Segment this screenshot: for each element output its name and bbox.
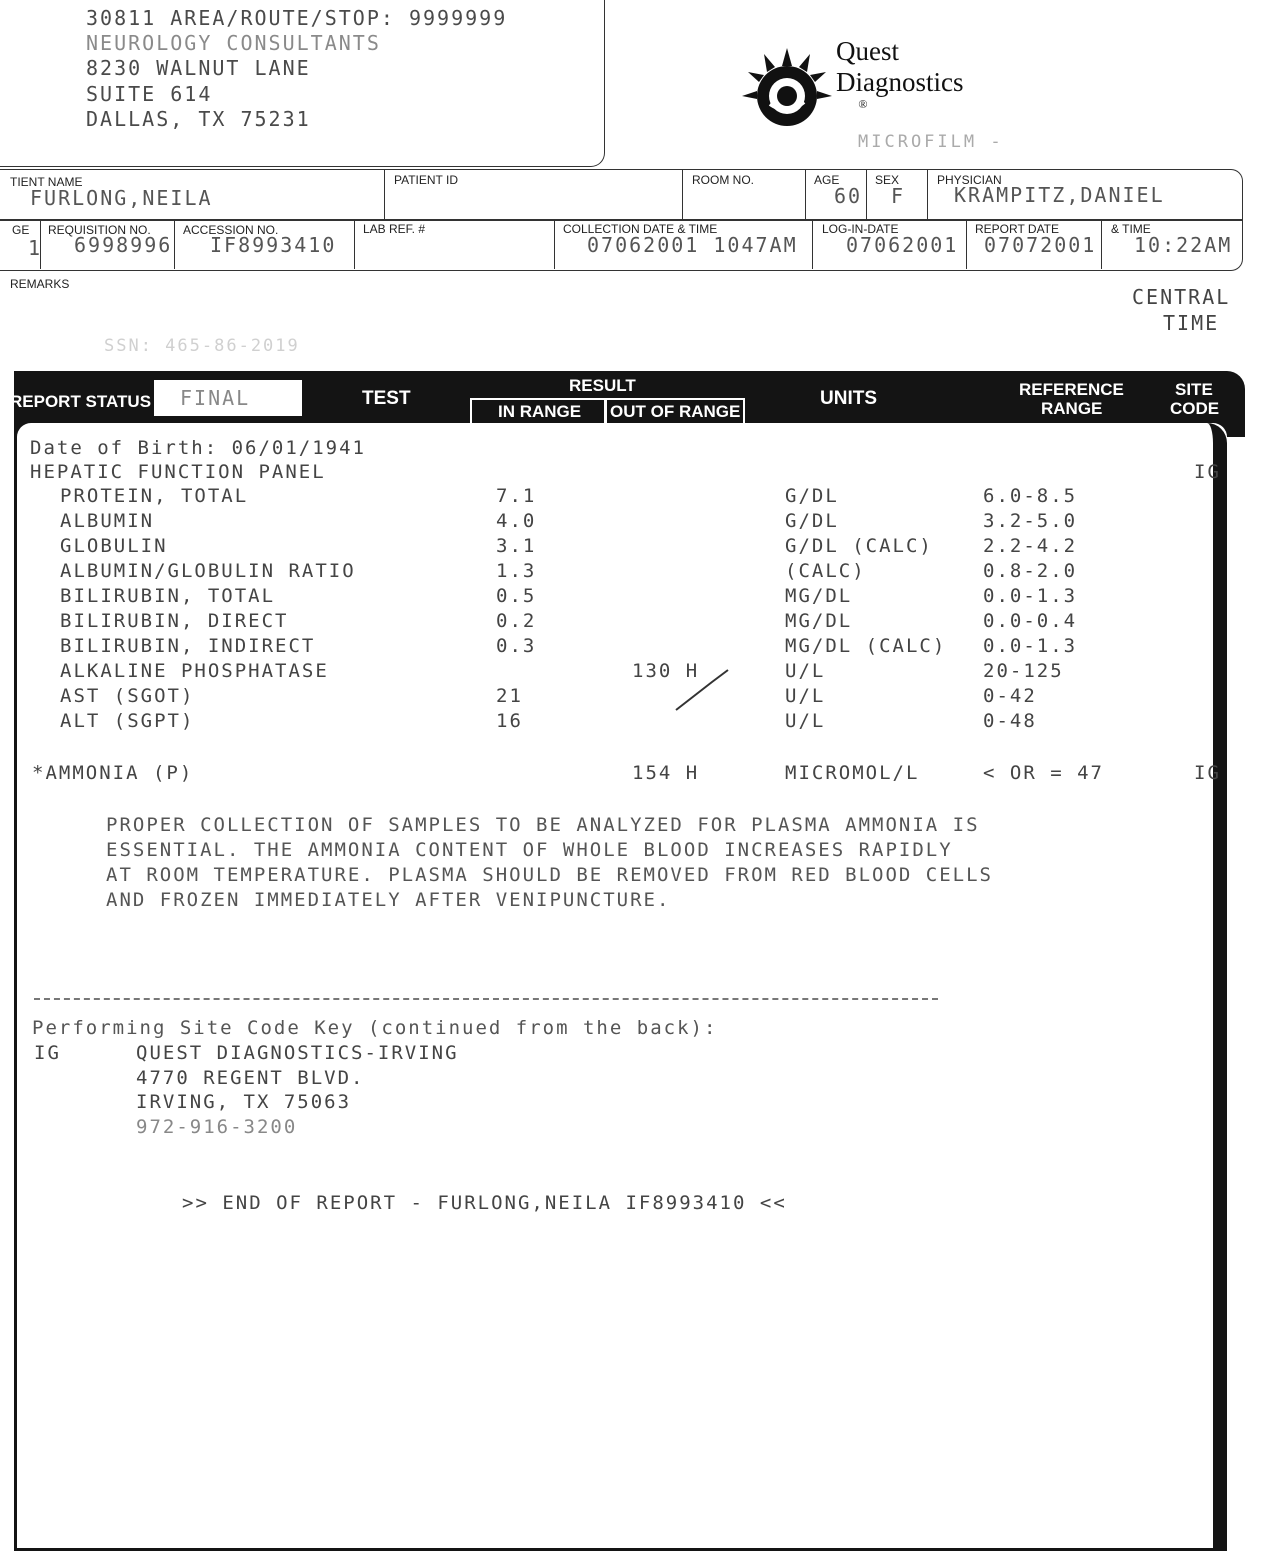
collection-label: COLLECTION DATE & TIME xyxy=(563,222,718,236)
in-range-value: 16 xyxy=(496,710,523,732)
reference-range: 0-42 xyxy=(983,685,1037,707)
units-value: (CALC) xyxy=(785,560,866,582)
ammonia-reference: < OR = 47 xyxy=(983,762,1104,784)
collection-value: 07062001 1047AM xyxy=(587,233,798,257)
site-key-line: QUEST DIAGNOSTICS-IRVING xyxy=(136,1042,459,1064)
units-value: MG/DL (CALC) xyxy=(785,635,947,657)
site-header-line-1: SITE xyxy=(1175,380,1213,399)
test-column-header: TEST xyxy=(362,388,411,409)
units-value: MG/DL xyxy=(785,610,853,632)
time-value: 10:22AM xyxy=(1134,233,1233,257)
reference-range: 0.0-1.3 xyxy=(983,585,1078,607)
in-range-value: 1.3 xyxy=(496,560,537,582)
sender-line: DALLAS, TX 75231 xyxy=(86,107,311,131)
lab-ref-label: LAB REF. # xyxy=(363,222,426,236)
ammonia-site-code: IG xyxy=(1194,762,1221,784)
test-name: BILIRUBIN, INDIRECT xyxy=(60,635,316,657)
test-name: ALBUMIN/GLOBULIN RATIO xyxy=(60,560,356,582)
sender-line: NEUROLOGY CONSULTANTS xyxy=(86,31,381,55)
reference-range: 0.0-0.4 xyxy=(983,610,1078,632)
age-value: 60 xyxy=(834,184,863,208)
test-name: ALKALINE PHOSPHATASE xyxy=(60,660,329,682)
units-value: U/L xyxy=(785,710,826,732)
reference-range: 3.2-5.0 xyxy=(983,510,1078,532)
requisition-label: REQUISITION NO. xyxy=(48,223,151,237)
reference-header-line-2: RANGE xyxy=(1041,399,1103,418)
room-label: ROOM NO. xyxy=(692,173,754,187)
reference-range: 2.2-4.2 xyxy=(983,535,1078,557)
units-value: MG/DL xyxy=(785,585,853,607)
sender-line: 30811 AREA/ROUTE/STOP: 9999999 xyxy=(86,6,508,30)
ammonia-test-name: *AMMONIA (P) xyxy=(32,762,194,784)
date-of-birth: Date of Birth: 06/01/1941 xyxy=(30,437,366,459)
in-range-value: 0.5 xyxy=(496,585,537,607)
site-key-line: 972-916-3200 xyxy=(136,1116,298,1138)
divider xyxy=(805,169,806,219)
divider xyxy=(384,169,385,219)
units-value: G/DL (CALC) xyxy=(785,535,933,557)
in-range-header: IN RANGE xyxy=(498,402,582,421)
reference-range: 0.8-2.0 xyxy=(983,560,1078,582)
reference-header-line-1: REFERENCE xyxy=(1019,380,1124,399)
reference-range: 0.0-1.3 xyxy=(983,635,1078,657)
accession-value: IF8993410 xyxy=(210,233,337,257)
divider xyxy=(927,169,928,219)
quest-logo-text xyxy=(836,36,964,110)
divider xyxy=(554,219,555,269)
divider xyxy=(354,219,355,269)
accession-label: ACCESSION NO. xyxy=(183,223,279,237)
ammonia-out-of-range: 154 H xyxy=(632,762,700,784)
patient-name: FURLONG,NEILA xyxy=(30,186,213,210)
result-column-header: RESULT xyxy=(569,376,636,395)
units-value: G/DL xyxy=(785,485,839,507)
site-header-line-2: CODE xyxy=(1170,399,1220,418)
end-of-report: >> END OF REPORT - FURLONG,NEILA IF8993410 << xyxy=(182,1192,787,1214)
site-key-line: 4770 REGENT BLVD. xyxy=(136,1067,365,1089)
registered-mark: ® xyxy=(858,97,868,111)
reference-range: 20-125 xyxy=(983,660,1064,682)
in-range-value: 7.1 xyxy=(496,485,537,507)
page-value: 1 xyxy=(28,236,43,260)
units-value: U/L xyxy=(785,660,826,682)
remarks-label: REMARKS xyxy=(10,277,70,291)
sex-label: SEX xyxy=(875,173,900,187)
in-range-value: 3.1 xyxy=(496,535,537,557)
central-time-line-2: TIME xyxy=(1163,311,1220,335)
divider xyxy=(174,219,175,269)
sender-line: SUITE 614 xyxy=(86,82,213,106)
quest-logo-icon xyxy=(742,44,832,130)
out-of-range-value: 130 H xyxy=(632,660,700,682)
test-name: ALBUMIN xyxy=(60,510,155,532)
out-of-range-header: OUT OF RANGE xyxy=(610,402,741,421)
test-name: AST (SGOT) xyxy=(60,685,195,707)
note-line: AT ROOM TEMPERATURE. PLASMA SHOULD BE REMOVED FROM RED BLOOD CELLS xyxy=(106,864,993,886)
divider xyxy=(1101,219,1102,269)
report-date-value: 07072001 xyxy=(984,233,1097,257)
physician-label: PHYSICIAN xyxy=(937,173,1002,187)
panel-title: HEPATIC FUNCTION PANEL xyxy=(30,461,326,483)
physician-value: KRAMPITZ,DANIEL xyxy=(954,183,1165,207)
in-range-value: 0.3 xyxy=(496,635,537,657)
test-name: PROTEIN, TOTAL xyxy=(60,485,249,507)
page-label: GE xyxy=(12,223,30,237)
divider xyxy=(812,219,813,269)
in-range-value: 0.2 xyxy=(496,610,537,632)
note-line: PROPER COLLECTION OF SAMPLES TO BE ANALYZED FOR PLASMA AMMONIA IS xyxy=(106,814,980,836)
site-key-line: IRVING, TX 75063 xyxy=(136,1091,352,1113)
logo-line-1: Quest xyxy=(836,36,899,66)
logo-line-2: Diagnostics xyxy=(836,67,964,97)
requisition-value: 6998996 xyxy=(74,233,173,257)
microfilm-stamp: MICROFILM - xyxy=(858,132,1004,152)
test-name: ALT (SGPT) xyxy=(60,710,195,732)
separator-line xyxy=(34,998,938,1000)
report-date-label: REPORT DATE xyxy=(975,222,1060,236)
panel-site-code: IG xyxy=(1194,461,1221,483)
in-range-value: 21 xyxy=(496,685,523,707)
patient-id-label: PATIENT ID xyxy=(394,173,459,187)
sex-value: F xyxy=(891,184,906,208)
central-time-line-1: CENTRAL xyxy=(1132,285,1231,309)
patient-name-label: TIENT NAME xyxy=(10,175,83,189)
pen-mark-icon xyxy=(672,664,732,714)
divider xyxy=(866,169,867,219)
reference-range: 0-48 xyxy=(983,710,1037,732)
time-label: & TIME xyxy=(1111,222,1151,236)
sender-address-box xyxy=(0,0,605,167)
ssn-value: SSN: 465-86-2019 xyxy=(104,336,300,356)
login-date-label: LOG-IN-DATE xyxy=(822,222,899,236)
login-date-value: 07062001 xyxy=(846,233,959,257)
sender-line: 8230 WALNUT LANE xyxy=(86,56,311,80)
in-range-value: 4.0 xyxy=(496,510,537,532)
site-key-title: Performing Site Code Key (continued from the back): xyxy=(32,1017,718,1039)
note-line: AND FROZEN IMMEDIATELY AFTER VENIPUNCTURE. xyxy=(106,889,671,911)
divider xyxy=(682,169,683,219)
test-name: BILIRUBIN, TOTAL xyxy=(60,585,276,607)
units-value: G/DL xyxy=(785,510,839,532)
test-name: GLOBULIN xyxy=(60,535,168,557)
report-status-label: REPORT STATUS xyxy=(10,392,152,411)
report-status-box xyxy=(154,380,302,416)
report-status-value: FINAL xyxy=(180,386,251,410)
note-line: ESSENTIAL. THE AMMONIA CONTENT OF WHOLE BLOOD INCREASES RAPIDLY xyxy=(106,839,953,861)
units-value: U/L xyxy=(785,685,826,707)
test-name: BILIRUBIN, DIRECT xyxy=(60,610,289,632)
ammonia-units: MICROMOL/L xyxy=(785,762,920,784)
site-key-code: IG xyxy=(34,1042,61,1064)
reference-range: 6.0-8.5 xyxy=(983,485,1078,507)
units-column-header: UNITS xyxy=(820,388,877,409)
divider xyxy=(966,219,967,269)
age-label: AGE xyxy=(814,173,840,187)
